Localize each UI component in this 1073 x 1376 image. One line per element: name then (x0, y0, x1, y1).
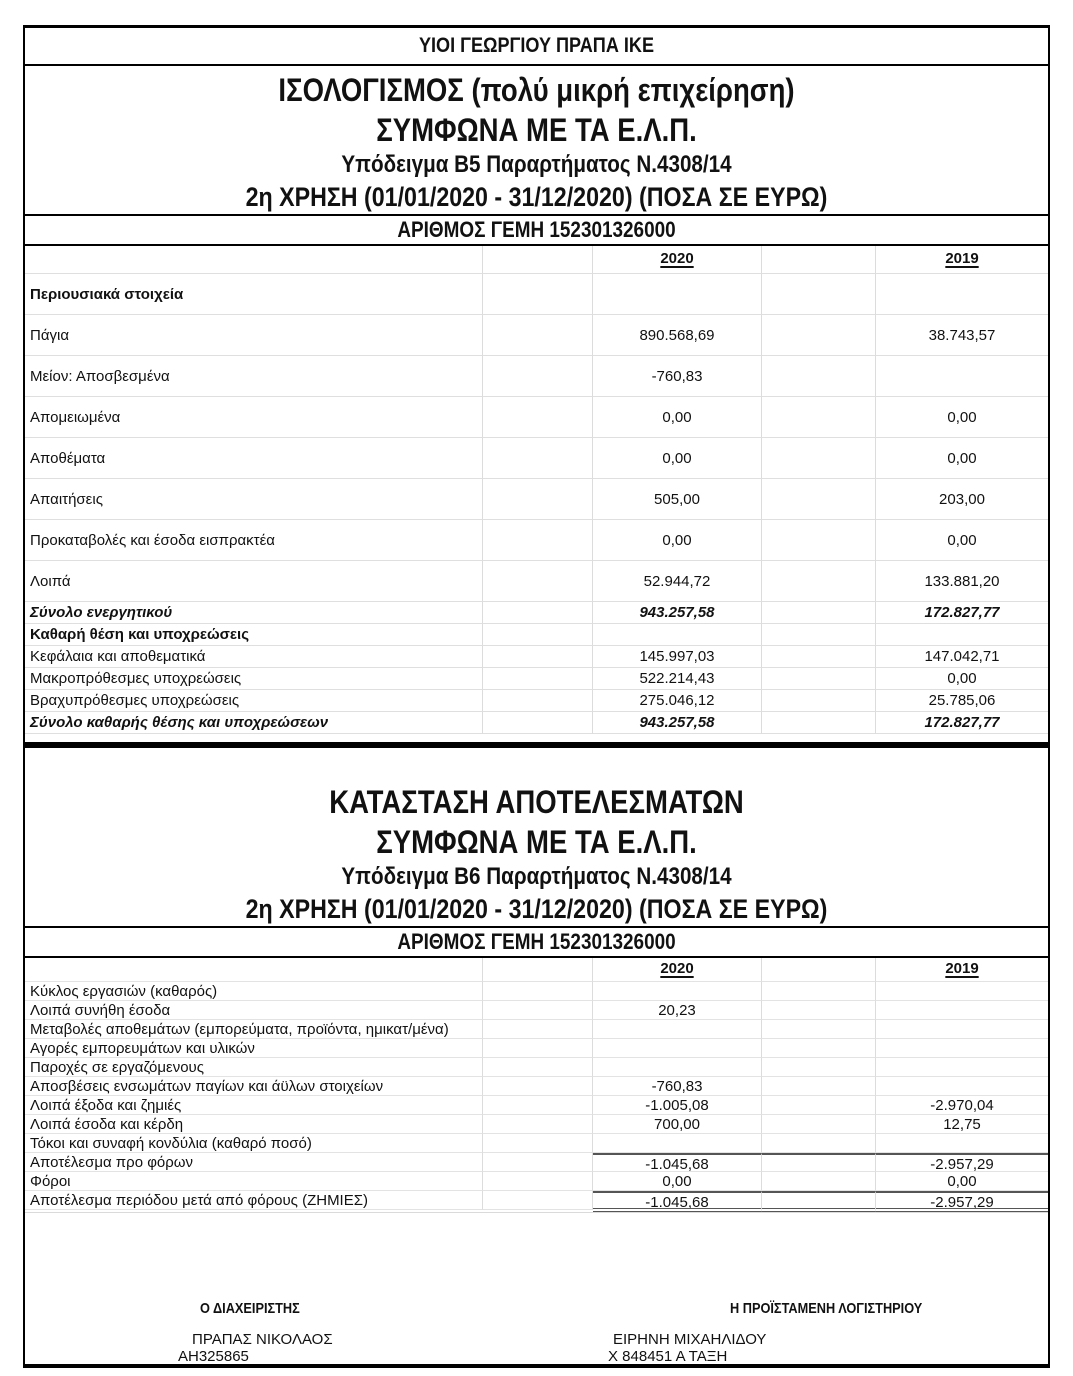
row-label: Αγορές εμπορευμάτων και υλικών (25, 1039, 483, 1058)
chief-accountant-title: Η ΠΡΟΪΣΤΑΜΕΝΗ ΛΟΓΙΣΤΗΡΙΟΥ (730, 1300, 923, 1317)
value-2020: 890.568,69 (593, 315, 762, 356)
balance-sheet-section (23, 25, 1050, 745)
table-row (25, 315, 1048, 356)
empty-cell (762, 1096, 876, 1115)
table-row (25, 690, 1048, 712)
value-2019 (876, 1058, 1048, 1077)
empty-cell (762, 438, 876, 479)
value-2020: 275.046,12 (593, 690, 762, 712)
income-statement-table (25, 958, 1048, 1213)
value-2020: -1.045,68 (593, 1153, 762, 1172)
value-2020 (593, 1058, 762, 1077)
table-row (25, 1001, 1048, 1020)
value-2019 (876, 274, 1048, 315)
income-statement-gemi-number: ΑΡΙΘΜΟΣ ΓΕΜΗ 152301326000 (25, 926, 1048, 958)
value-2019: 0,00 (876, 668, 1048, 690)
empty-cell (762, 274, 876, 315)
empty-cell (762, 624, 876, 646)
empty-cell (762, 602, 876, 624)
table-row (25, 624, 1048, 646)
value-2020 (593, 982, 762, 1001)
value-2019 (876, 1077, 1048, 1096)
value-2020 (593, 624, 762, 646)
balance-sheet-period-line: 2η ΧΡΗΣΗ (01/01/2020 - 31/12/2020) (ΠΟΣΑ ΣΕ ΕΥΡΩ) (245, 182, 828, 212)
table-row (25, 1134, 1048, 1153)
value-2020: -1.005,08 (593, 1096, 762, 1115)
value-2020 (593, 274, 762, 315)
value-2020: 0,00 (593, 1172, 762, 1191)
value-2020: 522.214,43 (593, 668, 762, 690)
value-2019: 172.827,77 (876, 712, 1048, 734)
empty-cell (762, 982, 876, 1001)
value-2019: 133.881,20 (876, 561, 1048, 602)
row-label: Λοιπά (25, 561, 483, 602)
value-2019: -2.957,29 (876, 1191, 1048, 1212)
empty-cell (483, 438, 593, 479)
row-label: Αποτέλεσμα περιόδου μετά από φόρους (ΖΗΜΙΕΣ) (25, 1191, 483, 1210)
table-row (25, 1039, 1048, 1058)
table-row (25, 602, 1048, 624)
income-statement-rows (25, 982, 1048, 1213)
balance-sheet-template-line: Υπόδειγμα Β5 Παραρτήματος Ν.4308/14 (341, 151, 732, 178)
empty-cell (762, 712, 876, 734)
empty-cell (483, 1172, 593, 1191)
empty-cell (483, 1077, 593, 1096)
empty-cell (762, 1134, 876, 1153)
value-2020: 0,00 (593, 438, 762, 479)
value-2019 (876, 982, 1048, 1001)
row-label: Περιουσιακά στοιχεία (25, 274, 483, 315)
value-2019 (876, 1039, 1048, 1058)
empty-cell (483, 1153, 593, 1172)
table-row (25, 1115, 1048, 1134)
column-header-2020: 2020 (660, 250, 694, 267)
table-row (25, 1191, 1048, 1213)
empty-cell (762, 479, 876, 520)
value-2020 (593, 1134, 762, 1153)
company-name (25, 28, 1048, 66)
column-header-2019: 2019 (945, 960, 979, 977)
income-statement-header-row (25, 958, 1048, 982)
value-2019: 38.743,57 (876, 315, 1048, 356)
empty-cell (762, 646, 876, 668)
empty-cell (483, 397, 593, 438)
empty-cell (762, 668, 876, 690)
empty-cell (483, 356, 593, 397)
table-row (25, 438, 1048, 479)
income-statement-subtitle: ΣΥΜΦΩΝΑ ΜΕ ΤΑ Ε.Λ.Π. (376, 824, 697, 860)
value-2019: 0,00 (876, 1172, 1048, 1191)
row-label: Αποσβέσεις ενσωμάτων παγίων και άϋλων στοιχείων (25, 1077, 483, 1096)
balance-sheet-title-block (25, 66, 1048, 214)
empty-cell (762, 561, 876, 602)
value-2020: 52.944,72 (593, 561, 762, 602)
empty-cell (483, 1058, 593, 1077)
table-row (25, 274, 1048, 315)
table-row (25, 1096, 1048, 1115)
empty-cell (762, 315, 876, 356)
row-label: Καθαρή θέση και υποχρεώσεις (25, 624, 483, 646)
value-2019: 203,00 (876, 479, 1048, 520)
row-label: Μείον: Αποσβεσμένα (25, 356, 483, 397)
row-label: Απαιτήσεις (25, 479, 483, 520)
empty-cell (483, 1134, 593, 1153)
empty-cell (762, 1001, 876, 1020)
value-2020: 0,00 (593, 520, 762, 561)
empty-cell (762, 1039, 876, 1058)
table-row (25, 1153, 1048, 1172)
value-2019: 172.827,77 (876, 602, 1048, 624)
row-label: Βραχυπρόθεσμες υποχρεώσεις (25, 690, 483, 712)
column-header-2019: 2019 (945, 250, 979, 267)
table-row (25, 520, 1048, 561)
accountant-name: ΕΙΡΗΝΗ ΜΙΧΑΗΛΙΔΟΥ (613, 1331, 767, 1348)
empty-cell (762, 1172, 876, 1191)
row-label: Μακροπρόθεσμες υποχρεώσεις (25, 668, 483, 690)
value-2020: 0,00 (593, 397, 762, 438)
row-label: Αποθέματα (25, 438, 483, 479)
balance-sheet-gemi-number: ΑΡΙΘΜΟΣ ΓΕΜΗ 152301326000 (25, 214, 1048, 246)
table-row (25, 982, 1048, 1001)
empty-cell (483, 520, 593, 561)
value-2020 (593, 1039, 762, 1058)
company-name-text: ΥΙΟΙ ΓΕΩΡΓΙΟΥ ΠΡΑΠΑ ΙΚΕ (418, 34, 655, 57)
income-statement-section (23, 745, 1050, 1368)
row-label: Τόκοι και συναφή κονδύλια (καθαρό ποσό) (25, 1134, 483, 1153)
empty-cell (483, 561, 593, 602)
value-2020: 20,23 (593, 1001, 762, 1020)
row-label: Κύκλος εργασιών (καθαρός) (25, 982, 483, 1001)
empty-cell (762, 690, 876, 712)
value-2019: 0,00 (876, 438, 1048, 479)
table-row (25, 479, 1048, 520)
table-row (25, 646, 1048, 668)
value-2020 (593, 1020, 762, 1039)
manager-id-number: ΑΗ325865 (178, 1348, 249, 1365)
empty-cell (483, 690, 593, 712)
accountant-license-number: Χ 848451 Α ΤΑΞΗ (608, 1348, 728, 1365)
empty-cell (762, 1191, 876, 1212)
value-2019 (876, 1020, 1048, 1039)
table-row (25, 668, 1048, 690)
row-label: Προκαταβολές και έσοδα εισπρακτέα (25, 520, 483, 561)
value-2019: -2.970,04 (876, 1096, 1048, 1115)
empty-cell (483, 712, 593, 734)
empty-cell (483, 646, 593, 668)
empty-cell (483, 1001, 593, 1020)
balance-sheet-title: ΙΣΟΛΟΓΙΣΜΟΣ (πολύ μικρή επιχείρηση) (278, 72, 795, 108)
empty-cell (762, 1020, 876, 1039)
value-2020: 943.257,58 (593, 602, 762, 624)
empty-cell (762, 1153, 876, 1172)
value-2019: -2.957,29 (876, 1153, 1048, 1172)
table-row (25, 356, 1048, 397)
row-label: Αποτέλεσμα προ φόρων (25, 1153, 483, 1172)
value-2020: 145.997,03 (593, 646, 762, 668)
bottom-gap (25, 734, 1048, 742)
empty-cell (483, 1039, 593, 1058)
top-spacer (25, 748, 1048, 782)
empty-cell (483, 315, 593, 356)
financial-statement-document (23, 25, 1050, 1368)
value-2019 (876, 624, 1048, 646)
value-2019: 0,00 (876, 397, 1048, 438)
row-label: Σύνολο καθαρής θέσης και υποχρεώσεων (25, 712, 483, 734)
empty-cell (762, 1115, 876, 1134)
value-2020: 943.257,58 (593, 712, 762, 734)
row-label: Λοιπά έξοδα και ζημιές (25, 1096, 483, 1115)
income-statement-title: ΚΑΤΑΣΤΑΣΗ ΑΠΟΤΕΛΕΣΜΑΤΩΝ (329, 784, 744, 820)
empty-cell (762, 397, 876, 438)
empty-cell (762, 520, 876, 561)
balance-sheet-header-row (25, 246, 1048, 274)
row-label: Λοιπά έσοδα και κέρδη (25, 1115, 483, 1134)
balance-sheet-rows (25, 274, 1048, 734)
value-2020: -1.045,68 (593, 1191, 762, 1212)
value-2019: 0,00 (876, 520, 1048, 561)
empty-cell (483, 624, 593, 646)
table-row (25, 1020, 1048, 1039)
income-statement-template-line: Υπόδειγμα Β6 Παραρτήματος Ν.4308/14 (341, 863, 732, 890)
row-label: Πάγια (25, 315, 483, 356)
empty-cell (762, 1077, 876, 1096)
row-label: Μεταβολές αποθεμάτων (εμπορεύματα, προϊόντα, ημικατ/μένα) (25, 1020, 483, 1039)
table-row (25, 1172, 1048, 1191)
table-row (25, 1058, 1048, 1077)
value-2020: 505,00 (593, 479, 762, 520)
value-2019 (876, 356, 1048, 397)
empty-cell (483, 982, 593, 1001)
empty-cell (483, 274, 593, 315)
row-label: Απομειωμένα (25, 397, 483, 438)
empty-cell (483, 668, 593, 690)
row-label: Κεφάλαια και αποθεματικά (25, 646, 483, 668)
value-2020: 700,00 (593, 1115, 762, 1134)
table-row (25, 1077, 1048, 1096)
value-2019 (876, 1001, 1048, 1020)
value-2019: 147.042,71 (876, 646, 1048, 668)
value-2020: -760,83 (593, 356, 762, 397)
manager-title: Ο ΔΙΑΧΕΙΡΙΣΤΗΣ (200, 1300, 300, 1317)
row-label: Σύνολο ενεργητικού (25, 602, 483, 624)
manager-name: ΠΡΑΠΑΣ ΝΙΚΟΛΑΟΣ (192, 1331, 333, 1348)
empty-cell (483, 1096, 593, 1115)
empty-cell (483, 1191, 593, 1210)
empty-cell (762, 1058, 876, 1077)
table-row (25, 397, 1048, 438)
value-2020: -760,83 (593, 1077, 762, 1096)
balance-sheet-subtitle: ΣΥΜΦΩΝΑ ΜΕ ΤΑ Ε.Λ.Π. (376, 112, 697, 148)
value-2019: 25.785,06 (876, 690, 1048, 712)
balance-sheet-table (25, 246, 1048, 734)
table-row (25, 561, 1048, 602)
empty-cell (483, 1020, 593, 1039)
table-row (25, 712, 1048, 734)
value-2019: 12,75 (876, 1115, 1048, 1134)
row-label: Φόροι (25, 1172, 483, 1191)
empty-cell (762, 356, 876, 397)
column-header-2020: 2020 (660, 960, 694, 977)
empty-cell (483, 1115, 593, 1134)
empty-cell (483, 479, 593, 520)
value-2019 (876, 1134, 1048, 1153)
row-label: Παροχές σε εργαζόμενους (25, 1058, 483, 1077)
income-statement-period-line: 2η ΧΡΗΣΗ (01/01/2020 - 31/12/2020) (ΠΟΣΑ ΣΕ ΕΥΡΩ) (245, 894, 828, 924)
row-label: Λοιπά συνήθη έσοδα (25, 1001, 483, 1020)
empty-cell (483, 602, 593, 624)
